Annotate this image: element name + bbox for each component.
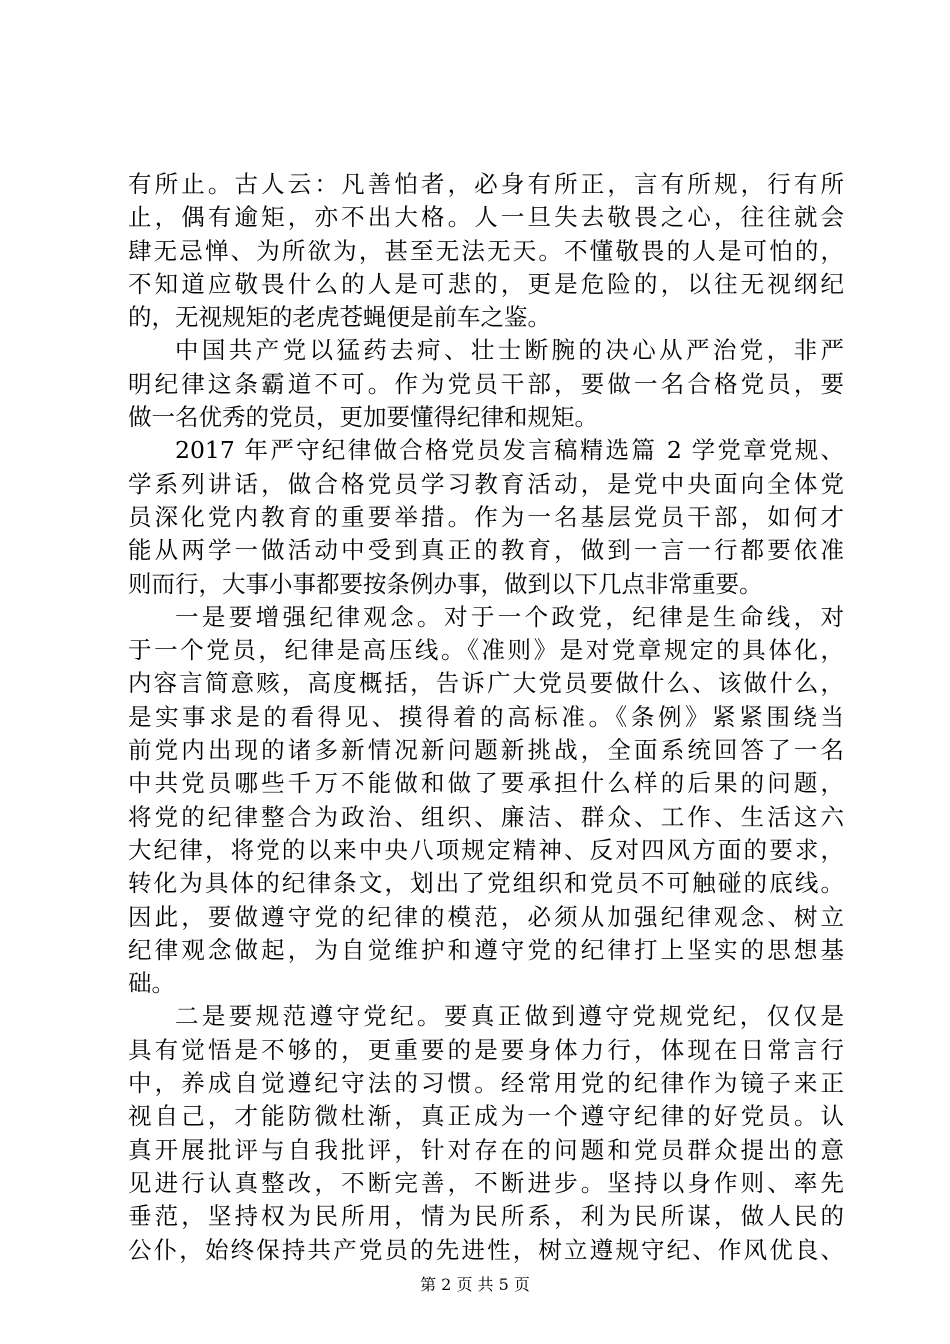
text-line: 的，无视规矩的老虎苍蝇便是前车之鉴。 [128, 303, 551, 332]
text-line: 止，偶有逾矩，亦不出大格。人一旦失去敬畏之心，往往就会 [128, 203, 844, 232]
text-line: 明纪律这条霸道不可。作为党员干部，要做一名合格党员，要 [128, 369, 844, 398]
text-line: 中国共产党以猛药去疴、壮士断腕的决心从严治党，非严 [175, 336, 844, 365]
text-line: 一是要增强纪律观念。对于一个政党，纪律是生命线，对 [175, 602, 844, 631]
text-line: 能从两学一做活动中受到真正的教育，做到一言一行都要依准 [128, 536, 844, 565]
text-line: 则而行，大事小事都要按条例办事，做到以下几点非常重要。 [128, 569, 763, 598]
text-line: 将党的纪律整合为政治、组织、廉洁、群众、工作、生活这六 [128, 802, 844, 831]
text-line: 具有觉悟是不够的，更重要的是要身体力行，体现在日常言行 [128, 1035, 844, 1064]
text-line: 转化为具体的纪律条文，划出了党组织和党员不可触碰的底线。 [128, 869, 844, 898]
text-line: 二是要规范遵守党纪。要真正做到遵守党规党纪，仅仅是 [175, 1002, 844, 1031]
text-line: 于一个党员，纪律是高压线。《准则》是对党章规定的具体化， [128, 636, 844, 665]
text-line: 垂范，坚持权为民所用，情为民所系，利为民所谋，做人民的 [128, 1202, 844, 1231]
text-line: 2017 年严守纪律做合格党员发言稿精选篇 2 学党章党规、 [175, 436, 844, 465]
text-line: 大纪律，将党的以来中央八项规定精神、反对四风方面的要求， [128, 835, 844, 864]
text-line: 中，养成自觉遵纪守法的习惯。经常用党的纪律作为镜子来正 [128, 1069, 844, 1098]
text-line: 不知道应敬畏什么的人是可悲的，更是危险的，以往无视纲纪 [128, 269, 844, 298]
text-line: 前党内出现的诸多新情况新问题新挑战，全面系统回答了一名 [128, 736, 844, 765]
text-line: 做一名优秀的党员，更加要懂得纪律和规矩。 [128, 403, 598, 432]
text-line: 内容言简意赅，高度概括，告诉广大党员要做什么、该做什么， [128, 669, 844, 698]
text-line: 纪律观念做起，为自觉维护和遵守党的纪律打上坚实的思想基 [128, 935, 844, 964]
document-body [128, 168, 844, 1267]
text-line: 肆无忌惮、为所欲为，甚至无法无天。不懂敬畏的人是可怕的， [128, 236, 844, 265]
text-line: 见进行认真整改，不断完善，不断进步。坚持以身作则、率先 [128, 1168, 844, 1197]
text-line: 有所止。古人云：凡善怕者，必身有所正，言有所规，行有所 [128, 170, 844, 198]
text-line: 员深化党内教育的重要举措。作为一名基层党员干部，如何才 [128, 502, 844, 531]
text-line: 中共党员哪些千万不能做和做了要承担什么样的后果的问题， [128, 769, 844, 798]
text-line: 视自己，才能防微杜渐，真正成为一个遵守纪律的好党员。认 [128, 1102, 844, 1131]
text-line: 真开展批评与自我批评，针对存在的问题和党员群众提出的意 [128, 1135, 844, 1164]
text-line: 公仆，始终保持共产党员的先进性，树立遵规守纪、作风优良、 [128, 1235, 844, 1264]
text-line: 因此，要做遵守党的纪律的模范，必须从加强纪律观念、树立 [128, 902, 844, 931]
text-line: 学系列讲话，做合格党员学习教育活动，是党中央面向全体党 [128, 469, 844, 498]
page-footer: 第 2 页 共 5 页 [420, 1275, 530, 1294]
text-line: 是实事求是的看得见、摸得着的高标准。《条例》紧紧围绕当 [128, 702, 844, 731]
text-line: 础。 [128, 969, 175, 998]
